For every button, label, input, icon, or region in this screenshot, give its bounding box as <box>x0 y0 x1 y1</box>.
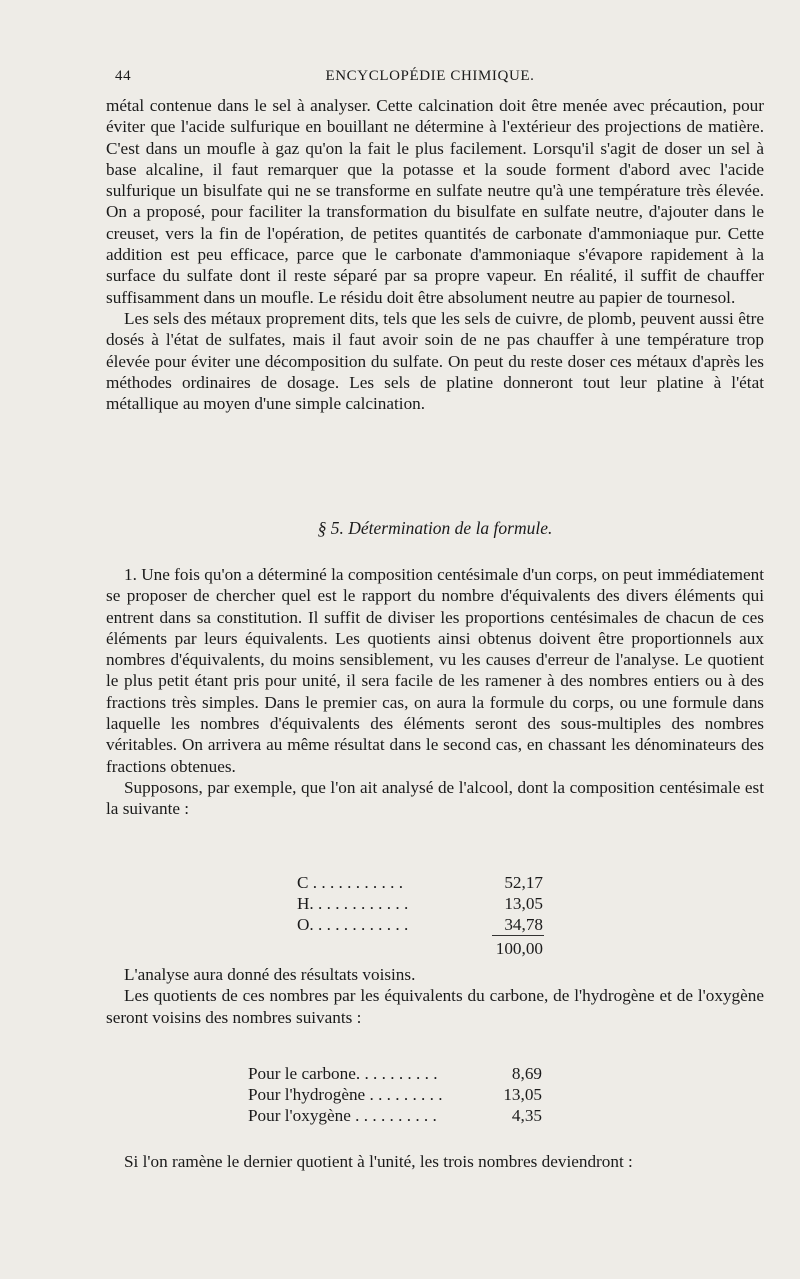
table-row <box>297 894 543 915</box>
paragraph: L'analyse aura donné des résultats voisins. <box>124 965 416 984</box>
quotient-value: 8,69 <box>511 1064 542 1083</box>
element-label: C . . . . . . . . . . . <box>297 873 403 892</box>
page-number: 44 <box>115 68 132 84</box>
quotient-label: Pour l'hydrogène . . . . . . . . . <box>248 1085 443 1104</box>
sum-divider <box>492 935 544 936</box>
table-row <box>297 873 543 894</box>
element-value: 52,17 <box>504 873 543 892</box>
paragraph: 1. Une fois qu'on a déterminé la composition centésimale d'un corps, on peut immédiatement se proposer de chercher quel est le rapport du nombre d'équivalents des divers éléments qui entrent dans sa constitution. Il suffit de diviser les proportions centésimales de chacun de ces éléments par leurs équivalents. Les quotients ainsi obtenus doivent être proportionnels aux nombres d'équivalents, du moins sensiblement, vu les causes d'erreur de l'analyse. Le quotient le plus petit étant pris pour unité, il sera facile de les ramener à des nombres entiers ou à des fractions très simples. Dans le premier cas, on aura la formule du corps, ou une formule dans laquelle les nombres d'équivalents des éléments seront des sous-multiples des nombres véritables. On arrivera au même résultat dans le second cas, en chassant les dénominateurs des fractions obtenues. <box>106 565 764 776</box>
body-text-top <box>106 95 764 414</box>
paragraph: métal contenue dans le sel à analyser. Cette calcination doit être menée avec précaution, pour éviter que l'acide sulfurique en bouillant ne détermine à l'extérieur des projections de matière. C'est dans un moufle à gaz qu'on la fait le plus facilement. Lorsqu'il s'agit de doser un sel à base alcaline, il faut remarquer que la potasse et la soude forment d'abord avec l'acide sulfurique un bisulfate qui ne se transforme en sulfate neutre qu'à une température très élevée. On a proposé, pour faciliter la transformation du bisulfate en sulfate neutre, d'ajouter dans le creuset, vers la fin de l'opération, de petites quantités de carbonate d'ammoniaque pur. Cette addition est peu efficace, parce que le carbonate d'ammoniaque s'évapore rapidement à la surface du sulfate dont il reste séparé par sa propre vapeur. En réalité, il suffit de chauffer suffisamment dans un moufle. Le résidu doit être absolument neutre au papier de tournesol. <box>106 96 764 307</box>
table-row <box>248 1106 542 1127</box>
composition-total: 100,00 <box>495 939 543 958</box>
table-row <box>297 915 543 936</box>
section-title: § 5. Détermination de la formule. <box>317 518 553 538</box>
quotients-table <box>248 1064 542 1127</box>
running-title: ENCYCLOPÉDIE CHIMIQUE. <box>325 68 535 84</box>
page-header <box>115 68 745 94</box>
paragraph: Supposons, par exemple, que l'on ait analysé de l'alcool, dont la composition centésimale est la suivante : <box>106 777 764 819</box>
composition-table <box>297 873 543 936</box>
table-row <box>248 1085 542 1106</box>
final-line: Si l'on ramène le dernier quotient à l'unité, les trois nombres deviendront : <box>124 1152 633 1171</box>
paragraph: Les sels des métaux proprement dits, tels que les sels de cuivre, de plomb, peuvent aussi être dosés à l'état de sulfates, mais il faut avoir soin de ne pas chauffer à une température trop élevée pour éviter une décomposition du sulfate. On peut du reste doser ces métaux d'après les méthodes ordinaires de dosage. Les sels de platine donneront tout leur platine à l'état métallique au moyen d'une simple calcination. <box>106 308 764 414</box>
element-label: O. . . . . . . . . . . . <box>297 915 409 934</box>
body-text-middle <box>106 564 764 820</box>
body-text-after <box>106 964 764 1028</box>
element-label: H. . . . . . . . . . . . <box>297 894 409 913</box>
quotient-value: 4,35 <box>511 1106 542 1125</box>
element-value: 34,78 <box>504 915 543 934</box>
quotient-label: Pour l'oxygène . . . . . . . . . . <box>248 1106 437 1125</box>
table-row <box>248 1064 542 1085</box>
quotient-value: 13,05 <box>503 1085 542 1104</box>
element-value: 13,05 <box>504 894 543 913</box>
paragraph: Les quotients de ces nombres par les équivalents du carbone, de l'hydrogène et de l'oxygène seront voisins des nombres suivants : <box>106 986 764 1027</box>
quotient-label: Pour le carbone. . . . . . . . . . <box>248 1064 438 1083</box>
